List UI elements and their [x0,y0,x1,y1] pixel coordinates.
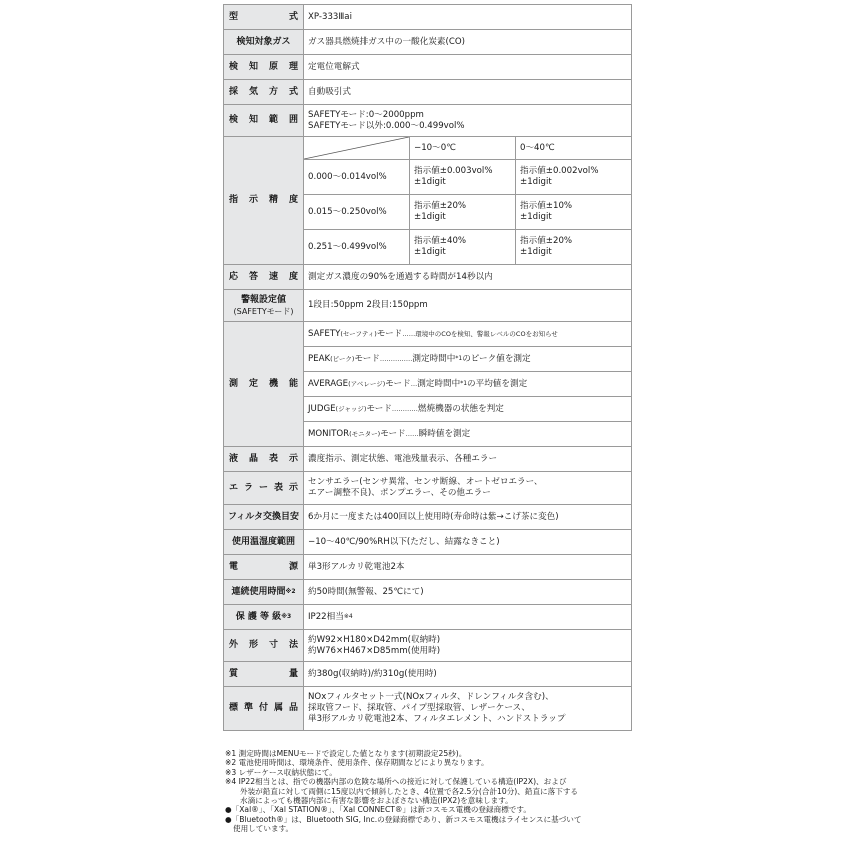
footnote-mark: *1 [460,379,468,387]
function-name: JUDGE [308,403,336,414]
accuracy-value-digit: ±1digit [520,177,552,187]
footnote-4-line-2: 外装が鉛直に対して両側に15度以内で傾斜したとき、4位置で各2.5分(合計10分)、鉛直に落下する [240,786,579,796]
accuracy-range: 0.251～0.499vol% [304,230,410,265]
function-dots: ………… [391,404,418,413]
range-line-1: SAFETYモード:0～2000ppm [308,109,424,120]
accuracy-value-main: 指示値±0.003vol% [414,166,493,176]
spec-table [223,4,632,731]
diagonal-line [304,137,409,159]
row-target-gas [224,30,632,55]
accuracy-value-digit: ±1digit [520,212,552,222]
value-runtime: 約50時間(無警報、25℃にて) [304,580,632,605]
dimensions-line-2: 約W76×H467×D85mm(使用時) [308,645,441,656]
function-dots: …… [402,329,416,338]
dimensions-line-1: 約W92×H180×D42mm(収納時) [308,634,441,645]
function-suffix: モード [385,378,411,389]
value-response: 測定ガス濃度の90%を通過する時間が14秒以内 [304,265,632,290]
label-response: 応 答 速 度 [224,265,304,290]
footnote-2: ※2 電池使用時間は、環境条件、使用条件、保存期間などにより異なります。 [225,758,489,768]
row-alarm [224,290,632,322]
footnote-3: ※3 レザーケース収納状態にて。 [225,767,337,777]
row-env [224,530,632,555]
function-suffix: モード [376,328,403,339]
function-kana: (ジャッジ) [335,404,367,413]
value-display: 濃度指示、測定状態、電池残量表示、各種エラー [304,447,632,472]
accuracy-value [516,230,632,265]
accuracy-value-digit: ±1digit [520,247,552,257]
value-sampling: 自動吸引式 [304,80,632,105]
accuracy-range: 0.000～0.014vol% [304,160,410,195]
row-accessories [224,687,632,731]
function-average [304,372,632,397]
label-accuracy: 指 示 精 度 [224,137,304,265]
label-alarm-line-2: (SAFETYモード) [233,306,294,316]
row-principle [224,55,632,80]
value-dimensions [304,630,632,662]
function-desc: 測定時間中 [412,353,456,364]
label-runtime-text: 連続使用時間 [231,586,286,597]
row-range [224,105,632,137]
label-mass: 質 量 [224,662,304,687]
value-protection-text: IP22相当 [308,611,344,622]
function-name: PEAK [308,353,331,364]
row-runtime [224,580,632,605]
function-kana: (モニター) [349,429,381,438]
label-protection-text: 保 護 等 級 [235,611,282,622]
function-desc: 測定時間中 [417,378,461,389]
row-accuracy-header [224,137,632,160]
value-errors [304,472,632,505]
function-name: MONITOR [308,428,350,439]
function-row [224,322,632,347]
value-range [304,105,632,137]
accuracy-value [516,160,632,195]
label-range: 検 知 範 囲 [224,105,304,137]
value-power: 単3形アルカリ乾電池2本 [304,555,632,580]
label-power: 電 源 [224,555,304,580]
label-protection [224,605,304,630]
value-filter: 6か月に一度または400回以上使用時(寿命時は紫→こげ茶に変色) [304,505,632,530]
errors-line-2: エアー調整不良)、ポンプエラー、その他エラー [308,488,491,498]
label-target-gas: 検知対象ガス [224,30,304,55]
value-mass: 約380g(収納時)/約310g(使用時) [304,662,632,687]
function-name: AVERAGE [308,378,349,389]
row-model [224,5,632,30]
function-desc: 燃焼機器の状態を判定 [417,403,504,414]
label-dimensions: 外 形 寸 法 [224,630,304,662]
function-kana: (セーフティ) [340,329,377,338]
footnote-mark: ※3 [281,612,292,620]
accessories-line-2: 採取管フード、採取管、パイプ型採取管、レザーケース、 [308,703,530,713]
errors-line-1: センサエラー(センサ異常、センサ断線、オートゼロエラー、 [308,477,543,487]
accuracy-diagonal-cell [304,137,410,160]
footnotes [225,749,645,834]
function-dots: …………… [379,354,413,363]
function-dots: … [410,379,418,388]
label-display: 液 晶 表 示 [224,447,304,472]
function-desc: 瞬時値を測定 [418,428,471,439]
function-judge [304,397,632,422]
accuracy-value [410,195,516,230]
row-protection [224,605,632,630]
trademark-note-1: ●「Xal®」、「Xal STATION®」、「Xal CONNECT®」は新コスモス電機の登録商標です。 [225,805,531,815]
trademark-note-2-line-2: 使用しています。 [233,824,294,834]
accuracy-col-1-header: −10～0℃ [410,137,516,160]
range-line-2: SAFETYモード以外:0.000～0.499vol% [308,120,465,131]
row-power [224,555,632,580]
function-kana: (ピーク) [330,354,355,363]
footnote-4-line-3: 水滴によっても機器内部に有害な影響をおよぼさない構造(IPX2)を意味します。 [240,796,513,806]
value-protection [304,605,632,630]
accessories-line-1: NOxフィルタセット一式(NOxフィルタ、ドレンフィルタ含む)、 [308,692,554,702]
label-runtime [224,580,304,605]
function-desc: 環境中のCOを検知、警報レベルのCOをお知らせ [415,329,558,338]
value-target-gas: ガス器具燃焼排ガス中の一酸化炭素(CO) [304,30,632,55]
label-accessories: 標 準 付 属 品 [224,687,304,731]
accuracy-value-digit: ±1digit [414,247,446,257]
value-accessories [304,687,632,731]
row-errors [224,472,632,505]
footnote-4-line-1: ※4 IP22相当とは、指での機器内部の危険な場所への接近に対して保護している構造(IP2X)、および [225,777,567,787]
value-env: −10～40℃/90%RH以下(ただし、結露なきこと) [304,530,632,555]
value-model: XP-333Ⅲai [304,5,632,30]
trademark-note-2-line-1: ●「Bluetooth®」は、Bluetooth SIG, Inc.の登録商標であり、新コスモス電機はライセンスに基づいて [225,814,582,824]
accuracy-col-2-header: 0～40℃ [516,137,632,160]
label-filter: フィルタ交換目安 [224,505,304,530]
footnote-1: ※1 測定時間はMENUモードで設定した値となります(初期設定25秒)。 [225,749,467,758]
accuracy-value-main: 指示値±40% [414,236,467,246]
footnote-mark: *1 [455,354,463,362]
accuracy-value-digit: ±1digit [414,212,446,222]
function-peak [304,347,632,372]
function-monitor [304,422,632,447]
function-safety [304,322,632,347]
label-model: 型 式 [224,5,304,30]
accuracy-value-main: 指示値±0.002vol% [520,166,599,176]
accuracy-value-digit: ±1digit [414,177,446,187]
label-principle: 検 知 原 理 [224,55,304,80]
row-sampling [224,80,632,105]
function-suffix: モード [366,403,392,414]
accuracy-value-main: 指示値±20% [414,201,467,211]
function-suffix: モード [380,428,406,439]
row-mass [224,662,632,687]
label-alarm [224,290,304,322]
label-sampling: 採 気 方 式 [224,80,304,105]
accessories-line-3: 単3形アルカリ乾電池2本、フィルタエレメント、ハンドストラップ [308,714,566,724]
footnote-mark: ※4 [343,612,353,620]
function-dots: …… [405,429,419,438]
accuracy-value [516,195,632,230]
accuracy-value-main: 指示値±10% [520,201,573,211]
function-desc: の平均値を測定 [467,378,528,389]
accuracy-value-main: 指示値±20% [520,236,573,246]
footnote-mark: ※2 [285,587,296,595]
function-suffix: モード [354,353,380,364]
value-principle: 定電位電解式 [304,55,632,80]
label-alarm-line-1: 警報設定値 [240,294,286,305]
function-name: SAFETY [308,328,341,339]
function-desc: のピーク値を測定 [462,353,531,364]
function-kana: (アベレージ) [348,379,386,388]
accuracy-range: 0.015～0.250vol% [304,195,410,230]
row-dimensions [224,630,632,662]
accuracy-value [410,230,516,265]
row-response [224,265,632,290]
value-alarm: 1段目:50ppm 2段目:150ppm [304,290,632,322]
accuracy-value [410,160,516,195]
row-filter [224,505,632,530]
label-env: 使用温湿度範囲 [224,530,304,555]
row-display [224,447,632,472]
label-errors: エ ラ ー 表 示 [224,472,304,505]
label-functions: 測 定 機 能 [224,322,304,447]
